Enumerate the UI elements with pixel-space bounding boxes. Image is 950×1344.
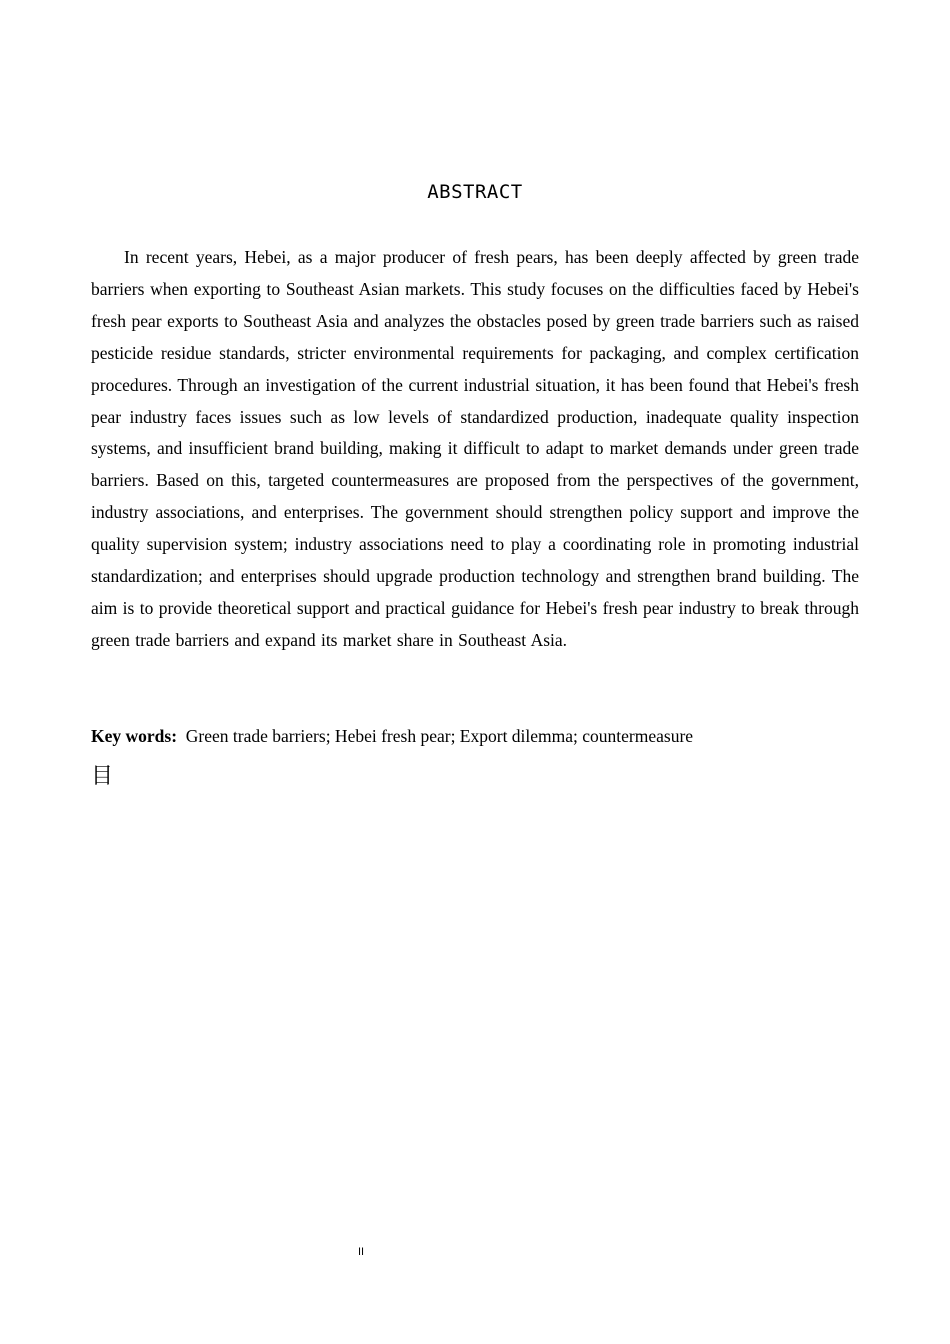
- page-number: II: [358, 1246, 365, 1258]
- toc-heading-fragment: 目: [91, 764, 114, 789]
- keywords-label: Key words:: [91, 726, 178, 746]
- keywords-text: Green trade barriers; Hebei fresh pear; Export dilemma; countermeasure: [185, 726, 694, 746]
- abstract-title: ABSTRACT: [427, 181, 523, 203]
- abstract-body: In recent years, Hebei, as a major producer of fresh pears, has been deeply affected by green trade barriers when exporting to Southeast Asian markets. This study focuses on the difficulties faced by Hebei's fresh pear exports to Southeast Asia and analyzes the obstacles posed by green trade barriers such as raised pesticide residue standards, stricter environmental requirements for packaging, and complex certification procedures. Through an investigation of the current industrial situation, it has been found that Hebei's fresh pear industry faces issues such as low levels of standardized production, inadequate quality inspection systems, and insufficient brand building, making it difficult to adapt to market demands under green trade barriers. Based on this, targeted countermeasures are proposed from the perspectives of the government, industry associations, and enterprises. The government should strengthen policy support and improve the quality supervision system; industry associations need to play a coordinating role in promoting industrial standardization; and enterprises should upgrade production technology and strengthen brand building. The aim is to provide theoretical support and practical guidance for Hebei's fresh pear industry to break through green trade barriers and expand its market share in Southeast Asia.: [91, 247, 859, 650]
- keywords-line: [91, 721, 859, 753]
